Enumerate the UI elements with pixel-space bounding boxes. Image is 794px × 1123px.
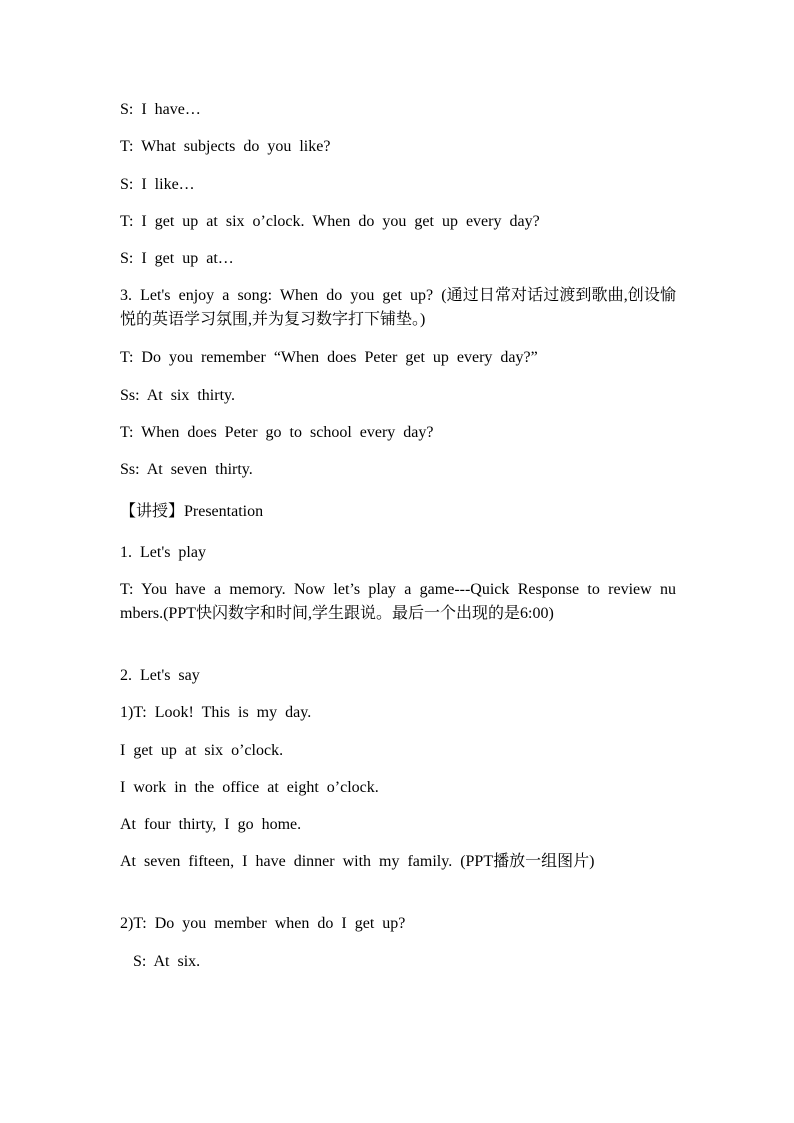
dialogue-line-s-at-six: S: At six.: [133, 953, 201, 970]
dialogue-line-t-get-up-six: T: I get up at six o’clock. When do you get up every day?: [120, 213, 540, 230]
sentence-go-home: At four thirty, I go home.: [120, 816, 302, 833]
sentence-have-dinner: At seven fifteen, I have dinner with my family. (PPT播放一组图片): [120, 853, 595, 870]
step-1-lets-play: 1. Let's play: [120, 544, 206, 561]
sentence-get-up-six: I get up at six o’clock.: [120, 742, 284, 759]
dialogue-line-look-my-day: 1)T: Look! This is my day.: [120, 704, 312, 721]
dialogue-line-t-what-subjects: T: What subjects do you like?: [120, 138, 331, 155]
dialogue-line-do-you-member: 2)T: Do you member when do I get up?: [120, 915, 406, 932]
step-3-enjoy-song: 3. Let's enjoy a song: When do you get up? (通过日常对话过渡到歌曲,创设愉悦的英语学习氛围,并为复习数字打下铺垫。): [120, 287, 676, 328]
dialogue-line-t-do-you-remember: T: Do you remember “When does Peter get up every day?”: [120, 349, 538, 366]
dialogue-line-ss-seven-thirty: Ss: At seven thirty.: [120, 461, 253, 478]
dialogue-line-ss-six-thirty: Ss: At six thirty.: [120, 387, 235, 404]
section-heading-presentation: 【讲授】Presentation: [120, 503, 264, 520]
dialogue-line-t-go-to-school: T: When does Peter go to school every day?: [120, 424, 434, 441]
dialogue-line-s-i-like: S: I like…: [120, 176, 195, 193]
dialogue-line-t-quick-response: T: You have a memory. Now let’s play a game---Quick Response to review numbers.(PPT快闪数字和时间,学生跟说。最后一个出现的是6:00): [120, 581, 676, 622]
dialogue-line-s-i-have: S: I have…: [120, 101, 201, 118]
sentence-work-office: I work in the office at eight o’clock.: [120, 779, 379, 796]
step-2-lets-say: 2. Let's say: [120, 667, 200, 684]
dialogue-line-s-get-up-at: S: I get up at…: [120, 250, 234, 267]
